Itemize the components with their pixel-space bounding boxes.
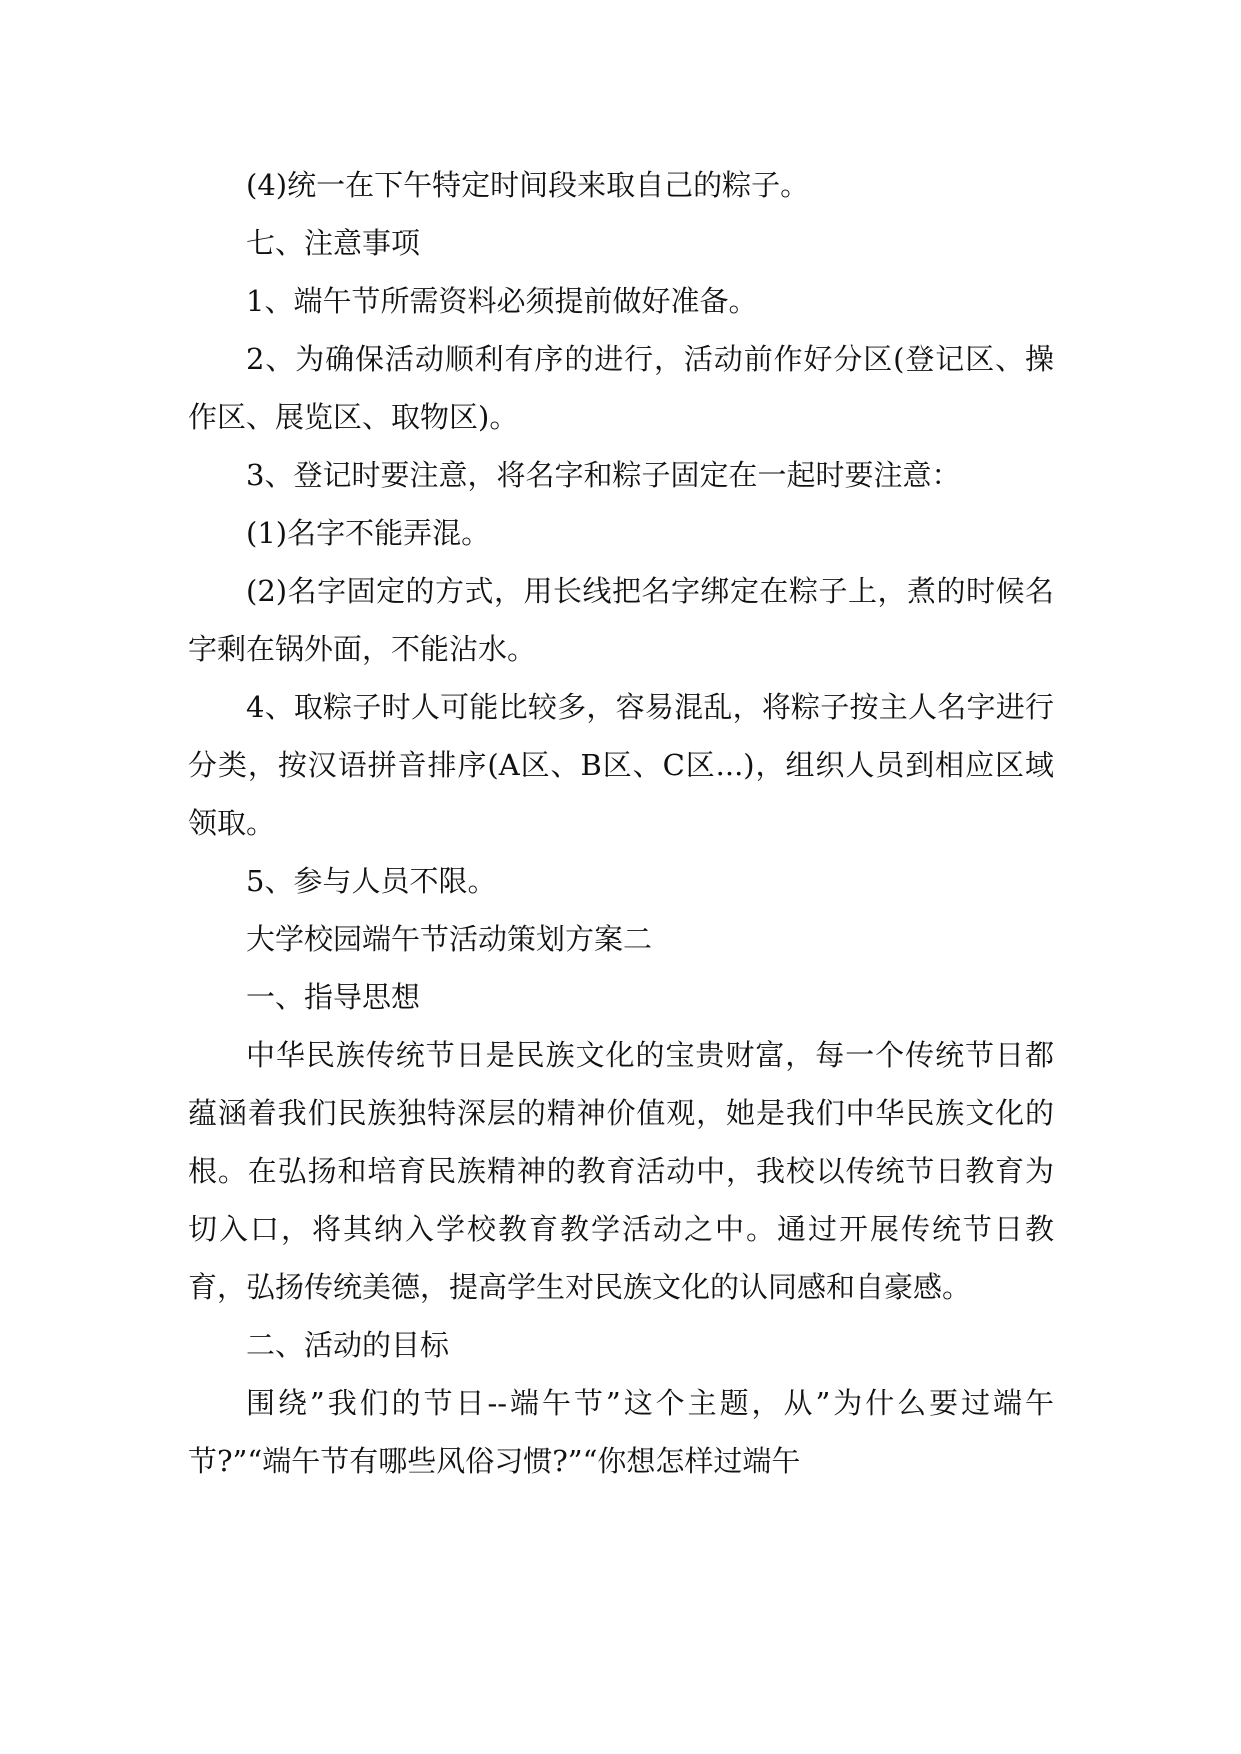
- paragraph-names-not-mixed: (1)名字不能弄混。: [246, 516, 491, 550]
- paragraph-ideology-body: 中华民族传统节日是民族文化的宝贵财富，每一个传统节日都蕴涵着我们民族独特深层的精神价值观，她是我们中华民族文化的根。在弘扬和培育民族精神的教育活动中，我校以传统节日教育为切入口，将其纳入学校教育教学活动之中。通过开展传统节日教育，弘扬传统美德，提高学生对民族文化的认同感和自豪感。: [188, 1038, 1054, 1304]
- heading-precautions: 七、注意事项: [246, 226, 421, 260]
- paragraph-name-binding: (2)名字固定的方式，用长线把名字绑定在粽子上，煮的时候名字剩在锅外面，不能沾水。: [188, 574, 1054, 666]
- paragraph-goals-body: 围绕”我们的节日--端午节”这个主题，从”为什么要过端午节?”“端午节有哪些风俗习惯?”“你想怎样过端午: [188, 1386, 1054, 1478]
- paragraph-pickup-time: (4)统一在下午特定时间段来取自己的粽子。: [246, 168, 810, 202]
- heading-activity-goals: 二、活动的目标: [246, 1328, 450, 1362]
- paragraph-zones: 2、为确保活动顺利有序的进行，活动前作好分区(登记区、操作区、展览区、取物区)。: [188, 342, 1054, 434]
- document-body: [188, 156, 1054, 1490]
- paragraph-participants: 5、参与人员不限。: [246, 864, 497, 898]
- paragraph-registration: 3、登记时要注意，将名字和粽子固定在一起时要注意：: [246, 458, 961, 492]
- heading-plan-two: 大学校园端午节活动策划方案二: [246, 922, 653, 956]
- paragraph-pickup-sorting: 4、取粽子时人可能比较多，容易混乱，将粽子按主人名字进行分类，按汉语拼音排序(A区、B区、C区...)，组织人员到相应区域领取。: [188, 690, 1054, 840]
- paragraph-materials: 1、端午节所需资料必须提前做好准备。: [246, 284, 758, 318]
- heading-guiding-ideology: 一、指导思想: [246, 980, 421, 1014]
